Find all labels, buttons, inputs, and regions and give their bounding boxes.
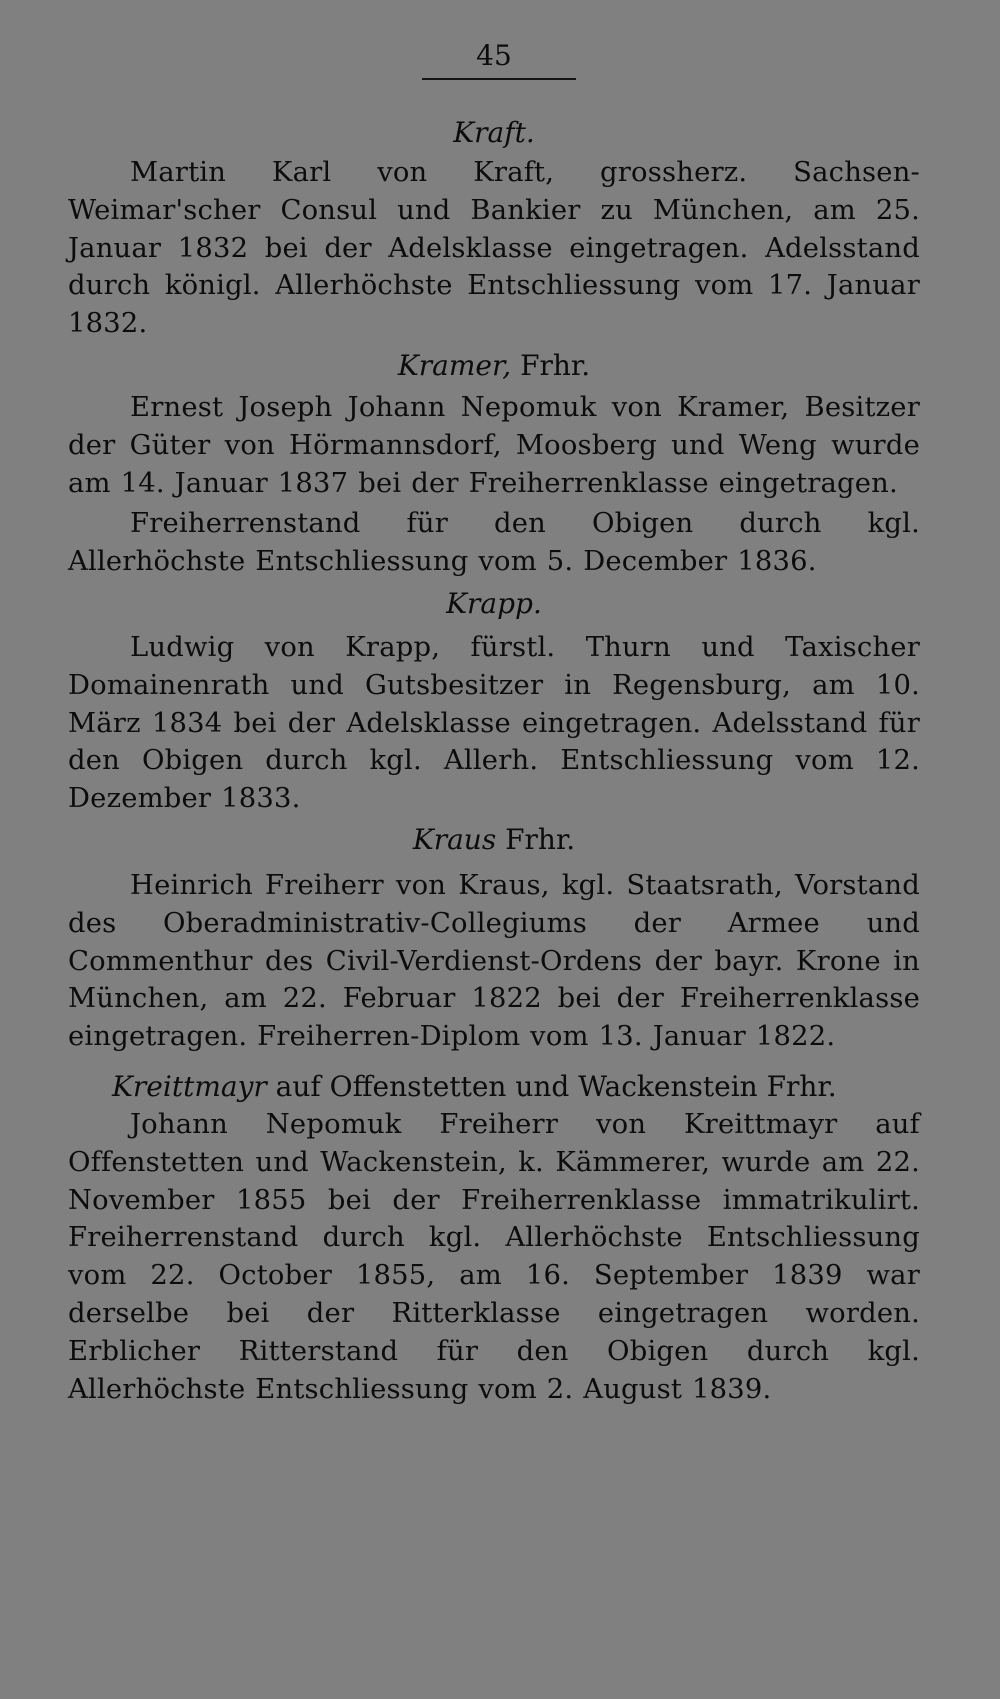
entry-heading-name: Kraft. [453, 116, 535, 149]
entry-paragraph: Martin Karl von Kraft, grossherz. Sachsen-Weimar'scher Consul und Bankier zu München, am 25. Januar 1832 bei der Adelsklasse eingetragen. Adelsstand durch königl. Allerhöchste Entschliessung vom 17. Januar 1832. [68, 157, 920, 340]
entry-kramer [68, 347, 920, 581]
entry-heading-name: Kreittmayr [112, 1069, 267, 1103]
page-number [68, 38, 920, 114]
entry-kraft [68, 114, 920, 343]
entry-paragraph: Johann Nepomuk Freiherr von Kreittmayr auf Offenstetten und Wackenstein, k. Kämmerer, wurde am 22. November 1855 bei der Freiherrenklasse immatrikulirt. Freiherrenstand durch kgl. Allerhöchste Entschliessung vom 22. October 1855, am 16. September 1839 war derselbe bei der Ritterklasse eingetragen worden. Erblicher Ritterstand für den Obigen durch kgl. Allerhöchste Entschliessung vom 2. August 1839. [68, 1108, 920, 1405]
entry-heading-name: Krapp. [446, 586, 542, 620]
entry-paragraph: Heinrich Freiherr von Kraus, kgl. Staatsrath, Vorstand des Oberadministrativ-Collegiums der Armee und Commenthur des Civil-Verdienst-Ordens der bayr. Krone in München, am 22. Februar 1822 bei der Freiherrenklasse eingetragen. Freiherren-Diplom vom 13. Januar 1822. [68, 869, 920, 1053]
entry-heading-name: Kramer, [397, 348, 512, 382]
entry-kreittmayr [68, 1068, 920, 1408]
entry-paragraph: Ernest Joseph Johann Nepomuk von Kramer, Besitzer der Güter von Hörmannsdorf, Moosberg und Weng wurde am 14. Januar 1837 bei der Freiherrenklasse eingetragen. [68, 391, 920, 499]
entry-heading [68, 114, 920, 152]
page [68, 38, 920, 1408]
entry-krapp [68, 585, 920, 818]
entry-paragraph: Freiherrenstand für den Obigen durch kgl. Allerhöchste Entschliessung vom 5. December 1836. [68, 508, 920, 578]
entry-heading [68, 585, 920, 623]
entry-kraus [68, 821, 920, 1056]
entry-heading-name: Kraus [412, 822, 497, 856]
page-number-rule [422, 78, 576, 80]
entry-heading [68, 1068, 920, 1106]
entry-heading-rest: Frhr. [511, 348, 591, 382]
entry-heading [68, 347, 920, 385]
page-number-text: 45 [476, 39, 512, 72]
entry-heading-rest: Frhr. [496, 822, 576, 856]
entry-heading-rest: auf Offenstetten und Wackenstein Frhr. [266, 1069, 837, 1103]
entry-paragraph: Ludwig von Krapp, fürstl. Thurn und Taxischer Domainenrath und Gutsbesitzer in Regensburg, am 10. März 1834 bei der Adelsklasse eingetragen. Adelsstand für den Obigen durch kgl. Allerh. Entschliessung vom 12. Dezember 1833. [68, 631, 920, 815]
entry-heading [68, 821, 920, 859]
